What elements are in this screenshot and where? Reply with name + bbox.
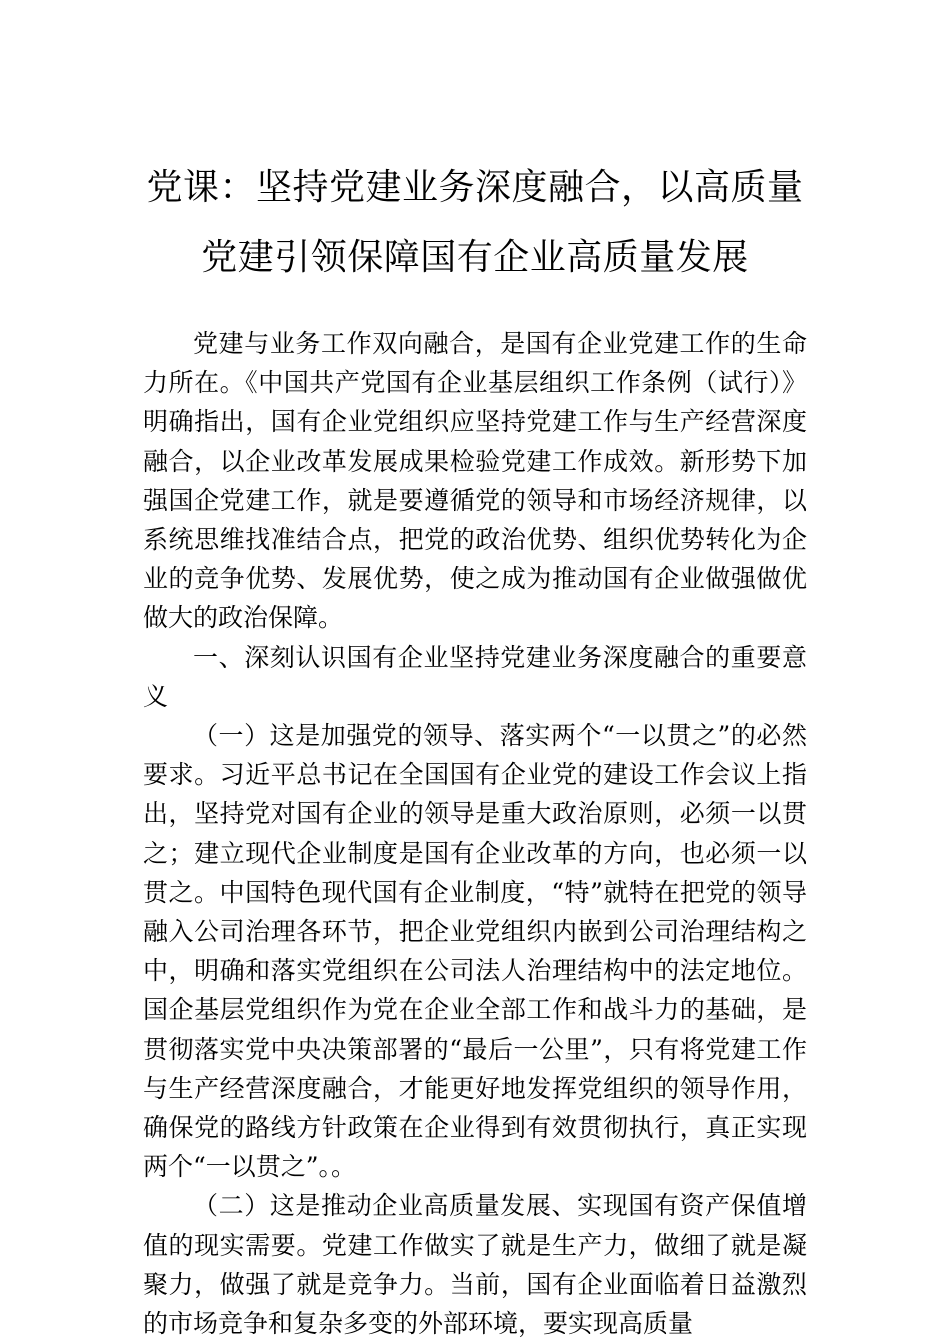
point-2-paragraph: （二）这是推动企业高质量发展、实现国有资产保值增值的现实需要。党建工作做实了就是生产力，做细了就是凝聚力，做强了就是竞争力。当前，国有企业面临着日益激烈的市场竞争和复杂多变的外部环境，要实现高质量 [143, 1191, 807, 1339]
intro-paragraph: 党建与业务工作双向融合，是国有企业党建工作的生命力所在。《中国共产党国有企业基层组织工作条例（试行）》明确指出，国有企业党组织应坚持党建工作与生产经营深度融合，以企业改革发展成果检验党建工作成效。新形势下加强国企党建工作，就是要遵循党的领导和市场经济规律，以系统思维找准结合点，把党的政治优势、组织优势转化为企业的竞争优势、发展优势，使之成为推动国有企业做强做优做大的政治保障。 [143, 329, 807, 633]
point-1-paragraph: （一）这是加强党的领导、落实两个“一以贯之”的必然要求。习近平总书记在全国国有企业党的建设工作会议上指出，坚持党对国有企业的领导是重大政治原则，必须一以贯之；建立现代企业制度是国有企业改革的方向，也必须一以贯之。中国特色现代国有企业制度，“特”就特在把党的领导融入公司治理各环节，把企业党组织内嵌到公司治理结构之中，明确和落实党组织在公司法人治理结构中的法定地位。国企基层党组织作为党在企业全部工作和战斗力的基础，是贯彻落实党中央决策部署的“最后一公里”，只有将党建工作与生产经营深度融合，才能更好地发挥党组织的领导作用，确保党的路线方针政策在企业得到有效贯彻执行，真正实现两个“一以贯之”。。 [143, 721, 807, 1182]
document-title-line-2: 党建引领保障国有企业高质量发展 [201, 237, 749, 278]
document-body [143, 324, 807, 1343]
section-heading-1: 一、深刻认识国有企业坚持党建业务深度融合的重要意义 [143, 642, 807, 711]
document-title-line-1: 党课：坚持党建业务深度融合，以高质量 [146, 167, 804, 208]
